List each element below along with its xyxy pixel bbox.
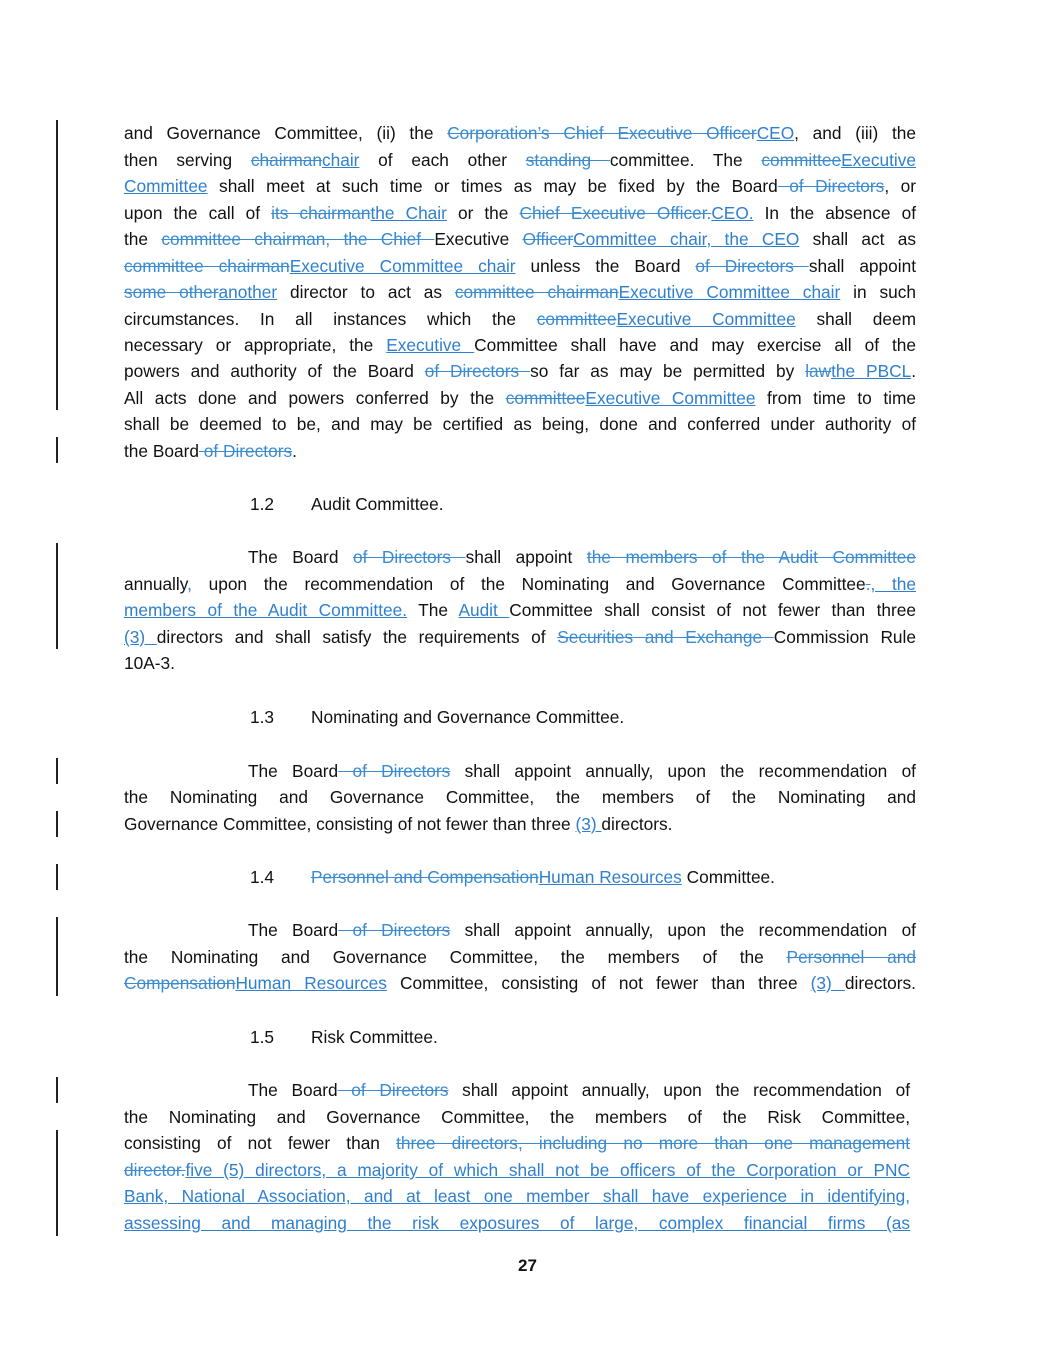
inserted-text: assessing and managing the risk exposures of large, complex financial firms (as <box>124 1213 910 1233</box>
text-run: consisting of not fewer than <box>124 1133 397 1153</box>
text-line <box>124 385 916 411</box>
section-title-deleted: Personnel and Compensation <box>311 867 539 887</box>
inserted-text: CEO. <box>711 203 754 223</box>
text-line <box>124 332 916 358</box>
text-run: shall be deemed to be, and may be certified as being, done and conferred under authority of <box>124 414 916 434</box>
inserted-text: the Chair <box>370 203 447 223</box>
text-run: , and (iii) the <box>794 123 917 143</box>
text-run: Committee, consisting of not fewer than three <box>386 973 811 993</box>
deleted-text: three directors, including no more than one management <box>396 1133 910 1153</box>
text-line <box>124 811 916 837</box>
section-title: Nominating and Governance Committee. <box>311 707 625 727</box>
deleted-text: committee chairman <box>124 256 290 276</box>
text-line <box>124 120 916 146</box>
text-run: Governance Committee, consisting of not fewer than three <box>124 814 576 834</box>
text-line <box>124 358 916 384</box>
deleted-text: committee <box>536 309 617 329</box>
deleted-text: Compensation <box>124 973 236 993</box>
deleted-text: law <box>805 361 832 381</box>
text-line <box>124 1130 910 1156</box>
deleted-text: of Directors <box>338 761 451 781</box>
deleted-text: committee chairman, the Chief <box>161 229 435 249</box>
text-run: shall appoint annually, upon the recommendation of <box>448 1080 910 1100</box>
text-run: circumstances. In all instances which the <box>124 309 537 329</box>
inserted-text: Audit <box>458 600 510 620</box>
text-run: . <box>911 361 916 381</box>
section-title-inserted: Human Resources <box>538 867 682 887</box>
inserted-text: chair <box>321 150 360 170</box>
inserted-text: Executive <box>386 335 475 355</box>
text-run: , or <box>884 176 916 196</box>
deleted-text: committee <box>505 388 586 408</box>
text-run: In the absence of <box>753 203 917 223</box>
text-run: The <box>407 600 459 620</box>
text-run: annually <box>124 574 188 594</box>
change-bar <box>56 864 58 890</box>
inserted-text: Human Resources <box>235 973 387 993</box>
inserted-text: Committee chair, the CEO <box>573 229 800 249</box>
section-title: Audit Committee. <box>311 494 444 514</box>
change-bar <box>56 758 58 784</box>
text-run: shall meet at such time or times as may be fixed by the Board <box>207 176 778 196</box>
section-number: 1.3 <box>250 707 275 727</box>
text-run: Commission Rule <box>773 627 916 647</box>
text-run: All acts done and powers conferred by the <box>124 388 506 408</box>
text-line <box>124 571 916 597</box>
change-bar <box>56 120 58 410</box>
text-run: powers and authority of the Board <box>124 361 425 381</box>
text-run: 10A-3. <box>124 653 175 673</box>
text-run: the <box>124 229 162 249</box>
text-run: The Board <box>248 920 339 940</box>
text-run: shall appoint <box>808 256 917 276</box>
text-line <box>124 1210 910 1236</box>
text-line <box>124 411 916 437</box>
text-run: the Nominating and Governance Committee, the members of the <box>124 947 787 967</box>
inserted-text: Executive Committee chair <box>289 256 516 276</box>
text-run: necessary or appropriate, the <box>124 335 387 355</box>
text-run: directors and shall satisfy the requirements of <box>156 627 558 647</box>
text-line <box>124 306 916 332</box>
section-number: 1.4 <box>250 867 275 887</box>
text-run: directors. <box>844 973 916 993</box>
inserted-text: the PBCL <box>831 361 912 381</box>
deleted-text: standing <box>525 150 610 170</box>
deleted-text: of Directors <box>424 361 531 381</box>
change-bar <box>56 1077 58 1103</box>
text-run: shall appoint <box>465 547 587 567</box>
text-line <box>124 200 916 226</box>
deleted-text: of Directors <box>198 441 293 461</box>
inserted-text: Bank, National Association, and at least one member shall have experience in identifying, <box>124 1186 910 1206</box>
deleted-text: Chief Executive Officer. <box>519 203 712 223</box>
text-run: and Governance Committee, (ii) the <box>124 123 448 143</box>
text-run: Committee shall have and may exercise all of the <box>474 335 916 355</box>
text-line <box>124 597 916 623</box>
text-line <box>124 944 916 970</box>
text-run: unless the Board <box>515 256 696 276</box>
deleted-text: director. <box>124 1160 186 1180</box>
text-run: shall act as <box>799 229 916 249</box>
deleted-text: of Directors <box>352 547 466 567</box>
text-run: in such <box>840 282 916 302</box>
text-run: the Nominating and Governance Committee, the members of the Nominating and <box>124 787 916 807</box>
text-line <box>124 173 916 199</box>
text-line <box>124 650 916 676</box>
deleted-text: Personnel and <box>786 947 917 967</box>
deleted-text: committee chairman <box>454 282 619 302</box>
page-number: 27 <box>518 1256 537 1275</box>
deleted-text: committee <box>761 150 842 170</box>
text-run: . <box>292 441 297 461</box>
text-line <box>124 279 916 305</box>
deleted-text: Securities and Exchange <box>557 627 774 647</box>
inserted-text: Executive Committee chair <box>618 282 841 302</box>
deleted-text: the members of the Audit Committee <box>586 547 917 567</box>
text-line <box>248 758 916 784</box>
inserted-text: (3) <box>810 973 845 993</box>
text-line <box>124 784 916 810</box>
text-run: or the <box>446 203 520 223</box>
text-line <box>124 226 916 252</box>
deleted-text: Corporation’s Chief Executive Officer <box>447 123 757 143</box>
text-run: upon the recommendation of the Nominating and Governance Committee <box>191 574 866 594</box>
deleted-text: of Directors <box>695 256 809 276</box>
section-number: 1.2 <box>250 494 275 514</box>
change-bar <box>56 543 58 649</box>
text-line <box>124 1157 910 1183</box>
deleted-text: some other <box>124 282 219 302</box>
text-line <box>124 1104 910 1130</box>
text-run: from time to time <box>755 388 917 408</box>
text-line <box>124 1183 910 1209</box>
text-line <box>124 147 916 173</box>
deleted-text: its chairman <box>271 203 371 223</box>
change-bar <box>56 1130 58 1236</box>
deleted-text: of Directors <box>337 1080 449 1100</box>
section-heading-nominating <box>250 704 624 730</box>
text-run: Executive <box>434 229 523 249</box>
change-bar <box>56 437 58 463</box>
text-run: director to act as <box>277 282 455 302</box>
inserted-text: Executive Committee <box>616 309 796 329</box>
text-run: then serving <box>124 150 251 170</box>
text-run: The Board <box>248 547 353 567</box>
inserted-text: members of the Audit Committee. <box>124 600 408 620</box>
text-line <box>124 438 916 464</box>
deleted-text: of Directors <box>777 176 885 196</box>
text-line <box>248 1077 910 1103</box>
change-bar <box>56 811 58 837</box>
text-line <box>124 624 916 650</box>
section-heading-risk <box>250 1024 438 1050</box>
deleted-text: of Directors <box>338 920 451 940</box>
inserted-text: another <box>218 282 278 302</box>
text-run: so far as may be permitted by <box>530 361 806 381</box>
text-line <box>248 917 916 943</box>
text-run: The Board <box>248 761 339 781</box>
section-number: 1.5 <box>250 1027 275 1047</box>
section-heading-audit <box>250 491 444 517</box>
inserted-text: (3) <box>575 814 602 834</box>
inserted-text: CEO <box>756 123 795 143</box>
inserted-text: Committee <box>124 176 208 196</box>
inserted-text: Executive <box>841 150 917 170</box>
text-run: shall appoint annually, upon the recommendation of <box>450 761 916 781</box>
inserted-text: Executive Committee <box>585 388 756 408</box>
deleted-text: . <box>865 574 871 594</box>
section-title: Committee. <box>681 867 775 887</box>
deleted-text: Officer <box>522 229 574 249</box>
inserted-text: , <box>187 574 192 594</box>
text-run: shall deem <box>795 309 916 329</box>
text-line <box>124 253 916 279</box>
inserted-text: (3) <box>124 627 157 647</box>
text-line <box>124 970 916 996</box>
text-run: upon the call of <box>124 203 272 223</box>
section-title: Risk Committee. <box>311 1027 438 1047</box>
text-run: committee. The <box>609 150 762 170</box>
text-line <box>248 544 916 570</box>
section-heading-human-resources <box>250 864 775 890</box>
inserted-text: , the <box>870 574 916 594</box>
change-bar <box>56 917 58 996</box>
text-run: the Nominating and Governance Committee, the members of the Risk Committee, <box>124 1107 910 1127</box>
inserted-text: five (5) directors, a majority of which shall not be officers of the Corporation or PNC <box>185 1160 910 1180</box>
text-run: directors. <box>601 814 673 834</box>
text-run: of each other <box>359 150 526 170</box>
text-run: the Board <box>124 441 199 461</box>
text-run: shall appoint annually, upon the recommendation of <box>450 920 916 940</box>
text-run: The Board <box>248 1080 338 1100</box>
text-run: Committee shall consist of not fewer than three <box>509 600 916 620</box>
deleted-text: chairman <box>250 150 322 170</box>
